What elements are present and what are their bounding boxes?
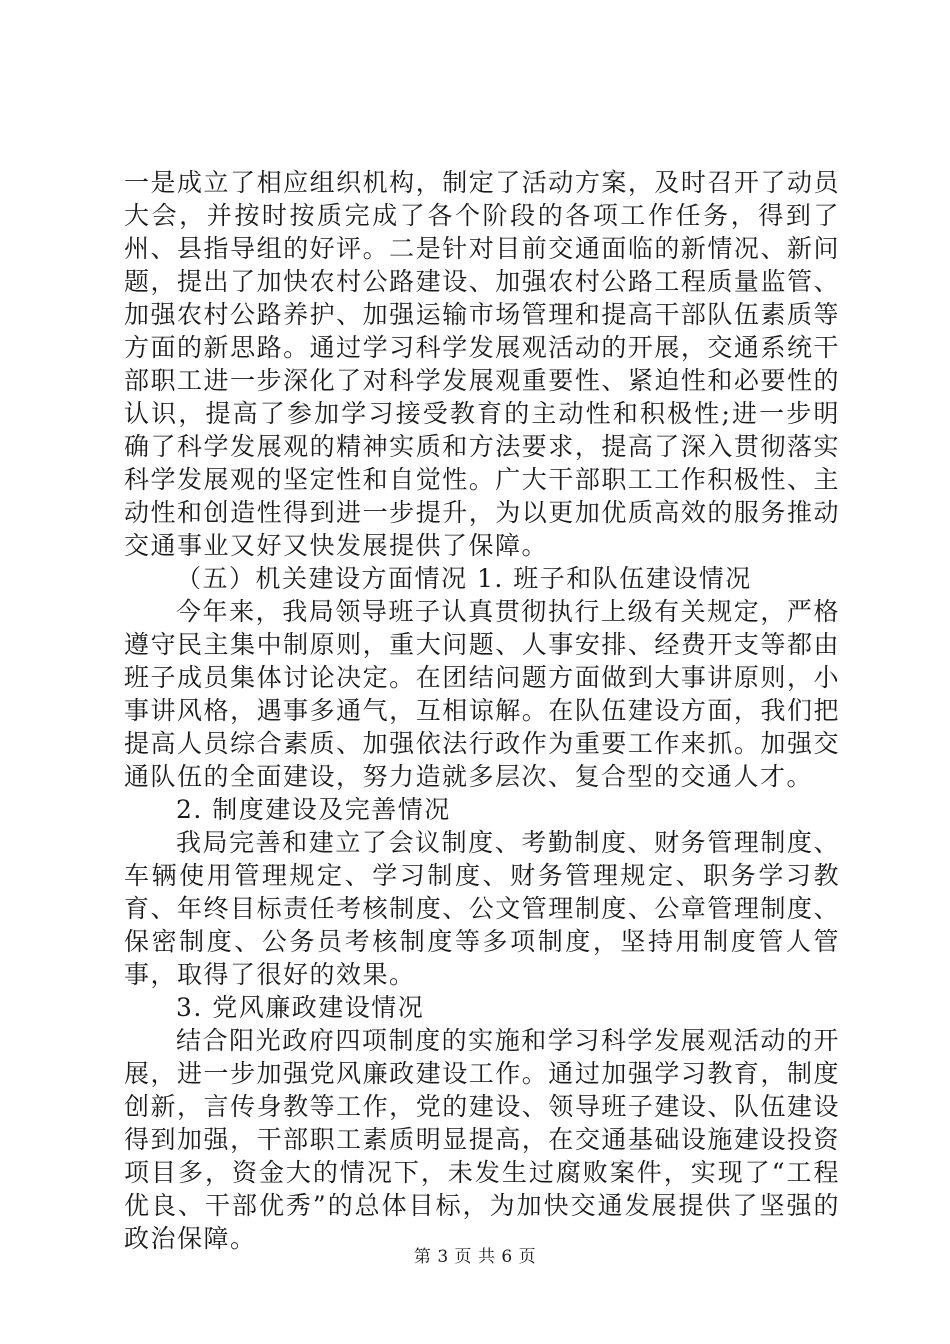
document-body: [124, 166, 840, 1255]
heading-party-integrity: 3. 党风廉政建设情况: [176, 993, 425, 1022]
paragraph-team-building: 今年来，我局领导班子认真贯彻执行上级有关规定，严格遵守民主集中制原则，重大问题、人事安排、经费开支等都由班子成员集体讨论决定。在团结问题方面做到大事讲原则，小事讲风格，遇事多通气，互相谅解。在队伍建设方面，我们把提高人员综合素质、加强依法行政作为重要工作来抓。加强交通队伍的全面建设，努力造就多层次、复合型的交通人才。: [124, 597, 840, 791]
paragraph-system-construction: 我局完善和建立了会议制度、考勤制度、财务管理制度、车辆使用管理规定、学习制度、财务管理规定、职务学习教育、年终目标责任考核制度、公文管理制度、公章管理制度、保密制度、公务员考核制度等多项制度，坚持用制度管人管事，取得了很好的效果。: [124, 828, 840, 989]
paragraph-study-activity: 一是成立了相应组织机构，制定了活动方案，及时召开了动员大会，并按时按质完成了各个阶段的各项工作任务，得到了州、县指导组的好评。二是针对目前交通面临的新情况、新问题，提出了加快农村公路建设、加强农村公路工程质量监管、加强农村公路养护、加强运输市场管理和提高干部队伍素质等方面的新思路。通过学习科学发展观活动的开展，交通系统干部职工进一步深化了对科学发展观重要性、紧迫性和必要性的认识，提高了参加学习接受教育的主动性和积极性;进一步明确了科学发展观的精神实质和方法要求，提高了深入贯彻落实科学发展观的坚定性和自觉性。广大干部职工工作积极性、主动性和创造性得到进一步提升，为以更加优质高效的服务推动交通事业又好又快发展提供了保障。: [124, 168, 840, 560]
paragraph-party-integrity: 结合阳光政府四项制度的实施和学习科学发展观活动的开展，进一步加强党风廉政建设工作。通过加强学习教育，制度创新，言传身教等工作，党的建设、领导班子建设、队伍建设得到加强，干部职工素质明显提高，在交通基础设施建设投资项目多，资金大的情况下，未发生过腐败案件，实现了“工程优良、干部优秀”的总体目标，为加快交通发展提供了坚强的政治保障。: [124, 1026, 840, 1253]
heading-organ-construction: （五）机关建设方面情况 1. 班子和队伍建设情况: [176, 564, 752, 593]
heading-system-construction: 2. 制度建设及完善情况: [176, 795, 451, 824]
page-number-footer: 第 3 页 共 6 页: [413, 1247, 537, 1267]
